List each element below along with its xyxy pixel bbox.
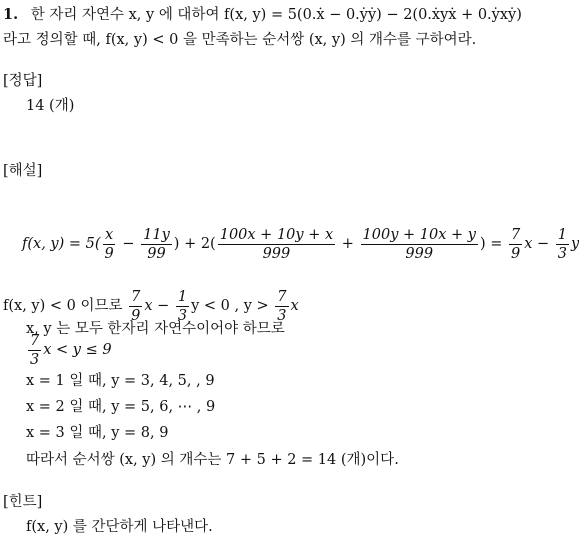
- solution-main-equation: [22, 226, 579, 262]
- eq-rhs-open: ) =: [479, 236, 503, 252]
- hint-text: f(x, y) 를 간단하게 나타낸다.: [26, 519, 213, 535]
- cond-fraction-7-over-3: $\frac{7}{3}$: [277, 288, 287, 324]
- cond-text-d: x: [290, 298, 299, 314]
- hint-heading: [힌트]: [3, 494, 43, 510]
- fraction-xyx-over-999: $\frac{100x + 10y + x}{999}$: [219, 226, 334, 262]
- problem-number: 1.: [3, 6, 19, 23]
- solution-inequality: [26, 332, 112, 368]
- fraction-x-over-9: $\frac{x}{9}$: [104, 226, 114, 262]
- eq-minus: −: [122, 236, 135, 252]
- solution-note: x, y 는 모두 한자리 자연수이어야 하므로: [26, 321, 285, 337]
- cond-text-a: f(x, y) < 0 이므로: [3, 298, 123, 314]
- solution-case-1: x = 1 일 때, y = 3, 4, 5, , 9: [26, 373, 215, 389]
- solution-heading: [해설]: [3, 163, 43, 179]
- answer-value: 14 (개): [26, 98, 75, 114]
- solution-conclusion: 따라서 순서쌍 (x, y) 의 개수는 7 + 5 + 2 = 14 (개)이다.: [26, 452, 399, 468]
- cond-text-c: y < 0 , y >: [191, 298, 269, 314]
- fraction-yxy-over-999: $\frac{100y + 10x + y}{999}$: [362, 226, 476, 262]
- eq-mid: ) + 2(: [173, 236, 216, 252]
- ineq-rest: x < y ≤ 9: [43, 342, 112, 358]
- cond-text-b: x −: [144, 298, 170, 314]
- problem-statement-line-2: 라고 정의할 때, f(x, y) < 0 을 만족하는 순서쌍 (x, y) 의 개수를 구하여라.: [3, 32, 477, 48]
- answer-heading: [정답]: [3, 73, 43, 89]
- eq-lhs: f(x, y) = 5(: [22, 236, 101, 252]
- fraction-1-over-3: $\frac{1}{3}$: [557, 226, 567, 262]
- solution-condition: [3, 288, 299, 324]
- solution-case-2: x = 2 일 때, y = 5, 6, ⋯ , 9: [26, 399, 216, 415]
- cond-fraction-1-over-3: $\frac{1}{3}$: [177, 288, 188, 324]
- solution-case-3: x = 3 일 때, y = 8, 9: [26, 425, 169, 441]
- ineq-fraction-7-over-3: $\frac{7}{3}$: [30, 332, 40, 368]
- eq-y: y: [571, 236, 579, 252]
- eq-plus: +: [341, 236, 354, 252]
- cond-fraction-7-over-9: $\frac{7}{9}$: [131, 288, 141, 324]
- fraction-7-over-9: $\frac{7}{9}$: [510, 226, 521, 262]
- eq-x-minus: x −: [524, 236, 550, 252]
- problem-statement-line-1: [3, 6, 522, 24]
- fraction-11y-over-99: $\frac{11y}{99}$: [143, 226, 170, 262]
- problem-text-1: 한 자리 자연수 x, y 에 대하여 f(x, y) = 5(0.ẋ − 0.ẏẏ) − 2(0.ẋyẋ + 0.ẏxẏ): [30, 7, 522, 23]
